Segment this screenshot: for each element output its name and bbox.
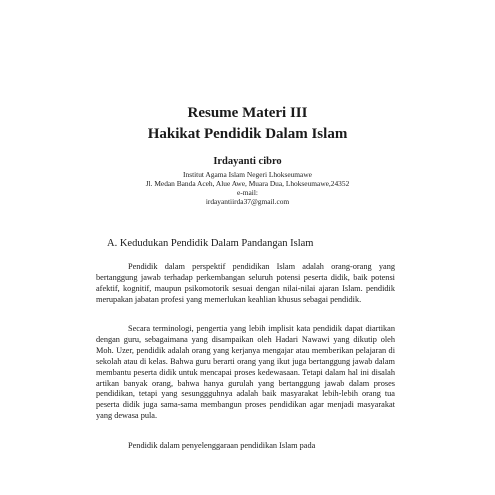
affiliation-line2: Jl. Medan Banda Aceh, Alue Awe, Muara Dua, Lhokseumawe,24352 — [145, 179, 350, 188]
paragraph-1: Pendidik dalam perspektif pendidikan Islam adalah orang-orang yang bertanggung jawab terhadap perkembangan seluruh potensi peserta didik, baik potensi afektif, kognitif, maupun psikomotorik sesuai dengan nilai-nilai ajaran Islam. pendidik merupakan jabatan profesi yang memerlukan keahlian khusus sebagai pendidik. — [96, 262, 395, 304]
email-label: e-mail: — [237, 188, 258, 197]
email-address: irdayantiirda37@gmail.com — [205, 197, 290, 206]
document-title-line1: Resume Materi III — [187, 105, 308, 121]
paragraph-3: Pendidik dalam penyelenggaraan pendidikan Islam pada — [128, 441, 316, 450]
author-name: Irdayanti cibro — [213, 156, 282, 167]
document-title-line2: Hakikat Pendidik Dalam Islam — [147, 126, 348, 142]
affiliation-line1: Institut Agama Islam Negeri Lhokseumawe — [183, 170, 312, 179]
paragraph-2: Secara terminologi, pengertia yang lebih implisit kata pendidik dapat diartikan dengan guru, sebagaimana yang disampaikan oleh Hadari Nawawi yang dikutip oleh Moh. Uzer, pendidik adalah orang yang kerjanya mengajar atau memberikan pelajaran di sekolah atau di kelas. Bahwa guru berarti orang yang ikut juga bertanggung jawab dalam membantu peserta didik untuk mencapai proses kedewasaan. Tetapi dalam hal ini disalah artikan banyak orang, bahwa hanya gurulah yang bertanggung jawab dalam proses pendidikan, tetapi yang sesunggguhnya adalah baik masyarakat lebih-lebih orang tua peserta didik juga sama-sama membangun proses pendidikan agar menjadi masyarakat yang dewasa pula. — [96, 324, 395, 421]
author-block — [0, 156, 495, 206]
section-heading: A. Kedudukan Pendidik Dalam Pandangan Islam — [107, 238, 314, 249]
title-block — [0, 103, 495, 145]
